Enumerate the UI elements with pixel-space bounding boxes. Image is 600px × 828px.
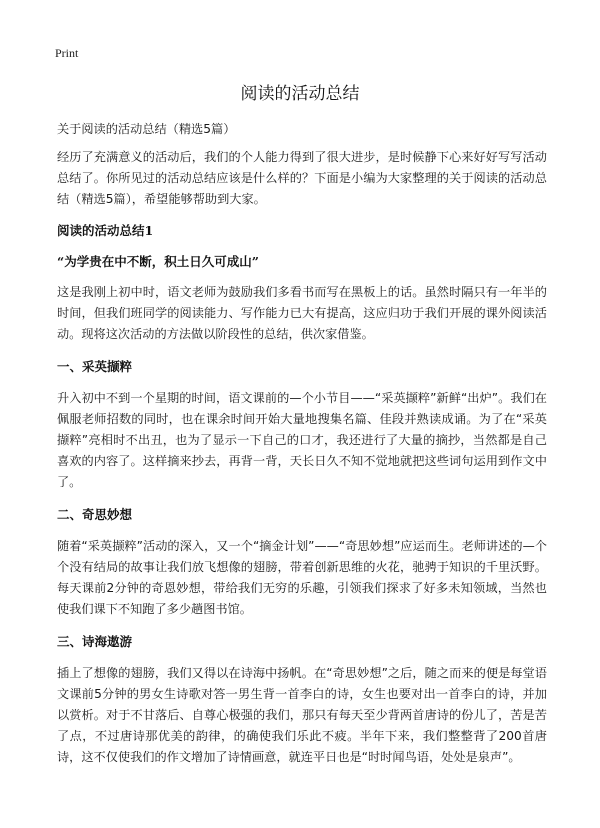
part-heading-1: 一、采英撷粹: [57, 359, 133, 374]
part-heading-2: 二、奇思妙想: [57, 507, 133, 522]
section-paragraph: 这是我刚上初中时，语文老师为鼓励我们多看书而写在黑板上的话。虽然时隔只有一年半的时间，但我们班同学的阅读能力、写作能力已大有提高，这应归功于我们开展的课外阅读活动。现将这次活动的方法做以阶段性的总结，供次家借鉴。: [57, 285, 547, 341]
part-heading-3: 三、诗海遨游: [57, 634, 133, 649]
article-body: [57, 119, 547, 768]
article-subtitle: 关于阅读的活动总结（精选5篇）: [57, 122, 236, 136]
print-link[interactable]: Print: [55, 46, 79, 60]
part-paragraph-3: 插上了想像的翅膀，我们又得以在诗海中扬帆。在“奇思妙想”之后，随之而来的便是每堂语文课前5分钟的男女生诗歌对答一男生背一首李白的诗，女生也要对出一首李白的诗，并加以赏析。对于不甘落后、自尊心极强的我们，那只有每天至少背两首唐诗的份儿了，苦是苦了点，不过唐诗那优美的韵律，的确使我们乐此不疲。半年下来，我们整整背了200首唐诗，这不仅使我们的作文增加了诗情画意，就连平日也是“时时闻鸟语，处处是泉声”。: [57, 666, 547, 764]
part-paragraph-1: 升入初中不到一个星期的时间，语文课前的—个小节目——“采英撷粹”新鲜“出炉”。我们在佩服老师招数的同时，也在课余时间开始大量地搜集名篇、佳段并熟读成诵。为了在“采英撷粹”亮相时不出丑，也为了显示一下自己的口才，我还进行了大量的摘抄，当然都是自己喜欢的内容了。这样摘来抄去，再背一背，天长日久不知不觉地就把这些词句运用到作文中了。: [57, 391, 547, 489]
section-quote: “为学贵在中不断，积土日久可成山”: [57, 254, 259, 269]
intro-paragraph: 经历了充满意义的活动后，我们的个人能力得到了很大进步，是时候静下心来好好写写活动总结了。你所见过的活动总结应该是什么样的？下面是小编为大家整理的关于阅读的活动总结（精选5篇），希望能够帮助到大家。: [57, 150, 547, 206]
section-heading: 阅读的活动总结1: [57, 223, 154, 238]
part-paragraph-2: 随着“采英撷粹”活动的深入，又一个“摘金计划”——“奇思妙想”应运而生。老师讲述的—个个没有结局的故事让我们放飞想像的翅膀，带着创新思维的火花，驰骋于知识的千里沃野。每天课前2分钟的奇恩妙想，带给我们无穷的乐趣，引领我们探求了好多未知领域，当然也使我们课下不知跑了多少趟图书馆。: [57, 539, 547, 616]
page-title: 阅读的活动总结: [240, 84, 360, 104]
